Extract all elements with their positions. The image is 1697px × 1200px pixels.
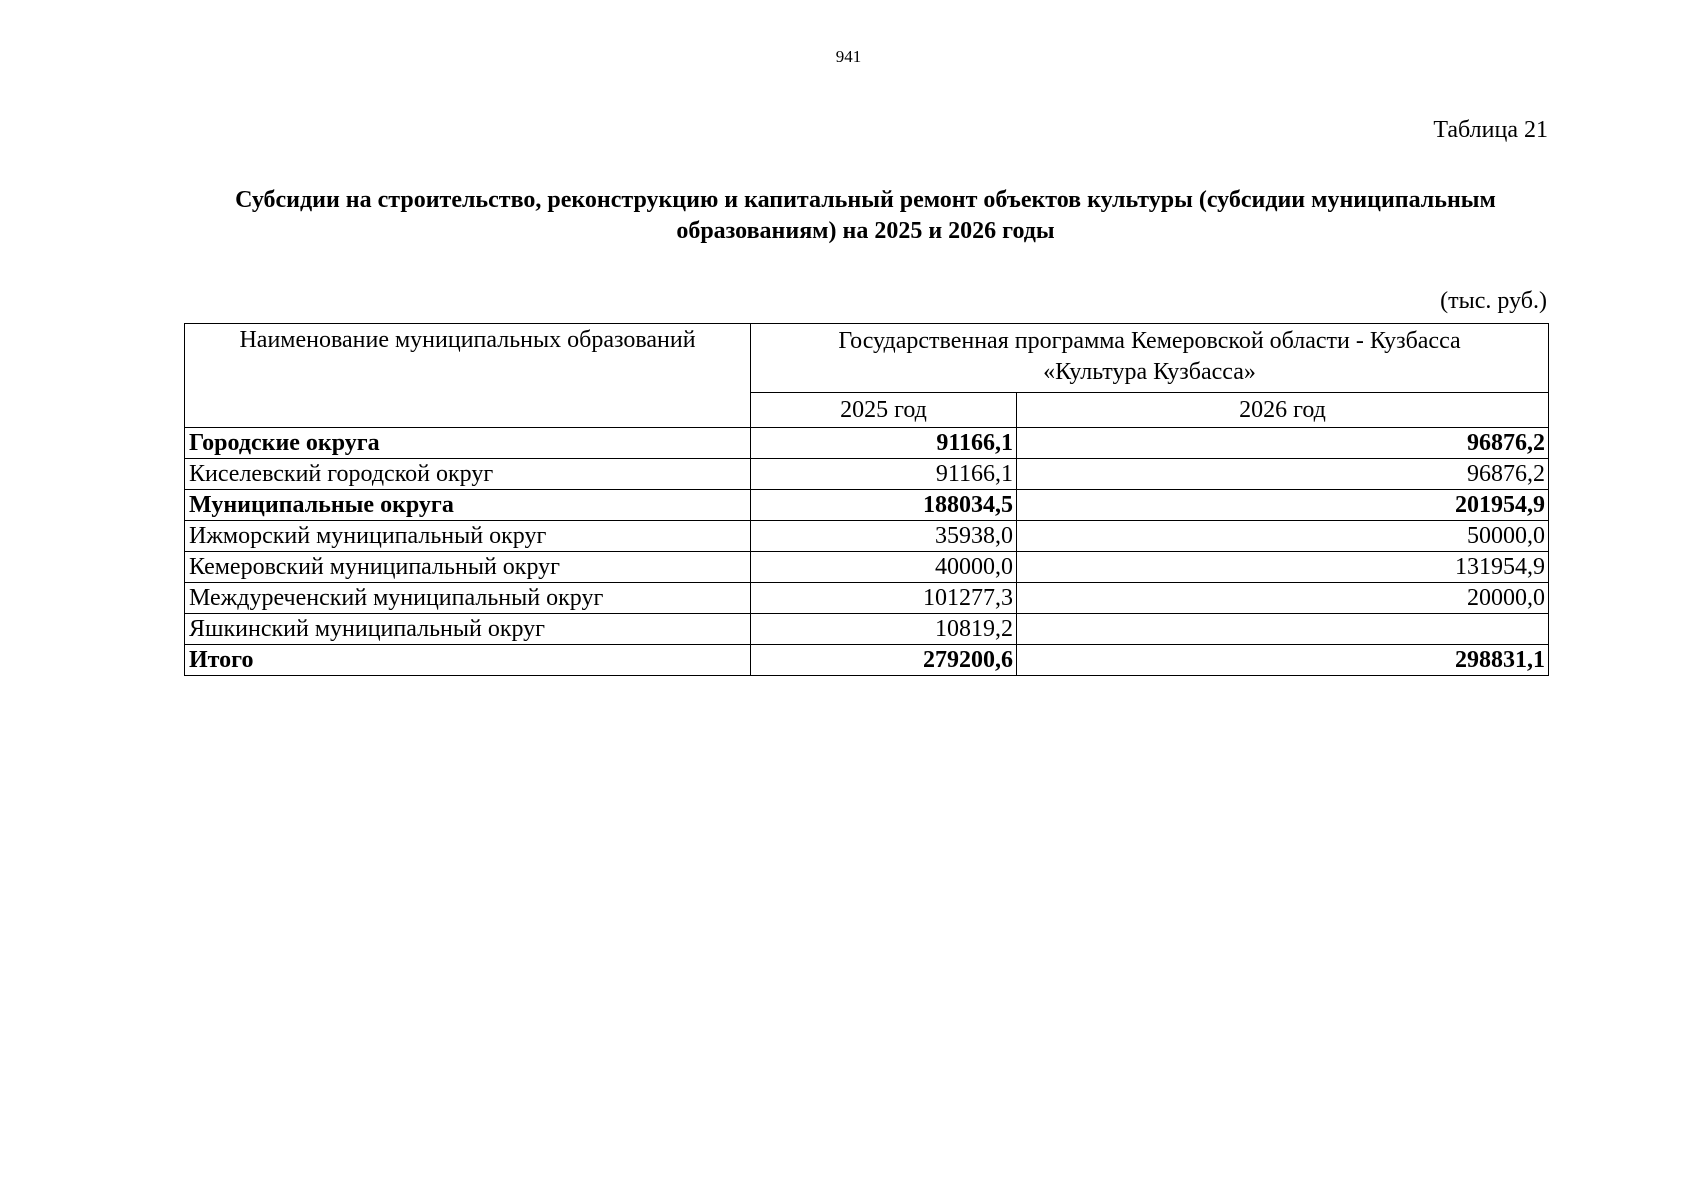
table-row [185,552,1549,583]
header-program [751,324,1549,393]
row-name-cell: Ижморский муниципальный округ [185,521,751,552]
row-2026-cell: 20000,0 [1017,583,1549,614]
row-2025-cell: 279200,6 [751,645,1017,676]
row-name-cell: Яшкинский муниципальный округ [185,614,751,645]
table-header-row [185,324,1549,393]
table-body [185,428,1549,676]
table-row [185,583,1549,614]
row-2026-cell [1017,614,1549,645]
row-name-cell: Междуреченский муниципальный округ [185,583,751,614]
table-row [185,521,1549,552]
row-2026-cell: 96876,2 [1017,459,1549,490]
table-row [185,428,1549,459]
row-2025-cell: 91166,1 [751,459,1017,490]
row-name-cell: Киселевский городской округ [185,459,751,490]
row-2026-cell: 131954,9 [1017,552,1549,583]
row-2025-cell: 188034,5 [751,490,1017,521]
row-2025-cell: 35938,0 [751,521,1017,552]
row-name-cell: Кемеровский муниципальный округ [185,552,751,583]
row-2026-cell: 298831,1 [1017,645,1549,676]
document-title: Субсидии на строительство, реконструкцию и капитальный ремонт объектов культуры (субсидии муниципальным образованиям) на 2025 и 2026 годы [235,187,1496,244]
row-2026-cell: 201954,9 [1017,490,1549,521]
header-year-2026: 2026 год [1017,393,1549,428]
row-name-cell: Городские округа [185,428,751,459]
row-2026-cell: 50000,0 [1017,521,1549,552]
table-row [185,459,1549,490]
row-2025-cell: 91166,1 [751,428,1017,459]
row-2025-cell: 101277,3 [751,583,1017,614]
table-row [185,614,1549,645]
row-2025-cell: 10819,2 [751,614,1017,645]
row-2025-cell: 40000,0 [751,552,1017,583]
table-row [185,490,1549,521]
subsidies-table [184,323,1549,676]
table-caption: Таблица 21 [1433,117,1548,143]
row-2026-cell: 96876,2 [1017,428,1549,459]
header-program-line1: Государственная программа Кемеровской области - Кузбасса [838,328,1461,354]
header-municipality-name: Наименование муниципальных образований [185,324,751,428]
row-name-cell: Муниципальные округа [185,490,751,521]
row-name-cell: Итого [185,645,751,676]
header-year-2025: 2025 год [751,393,1017,428]
header-program-line2: «Культура Кузбасса» [1043,359,1256,385]
page-number: 941 [835,47,862,66]
table-row [185,645,1549,676]
units-label: (тыс. руб.) [1440,288,1547,314]
